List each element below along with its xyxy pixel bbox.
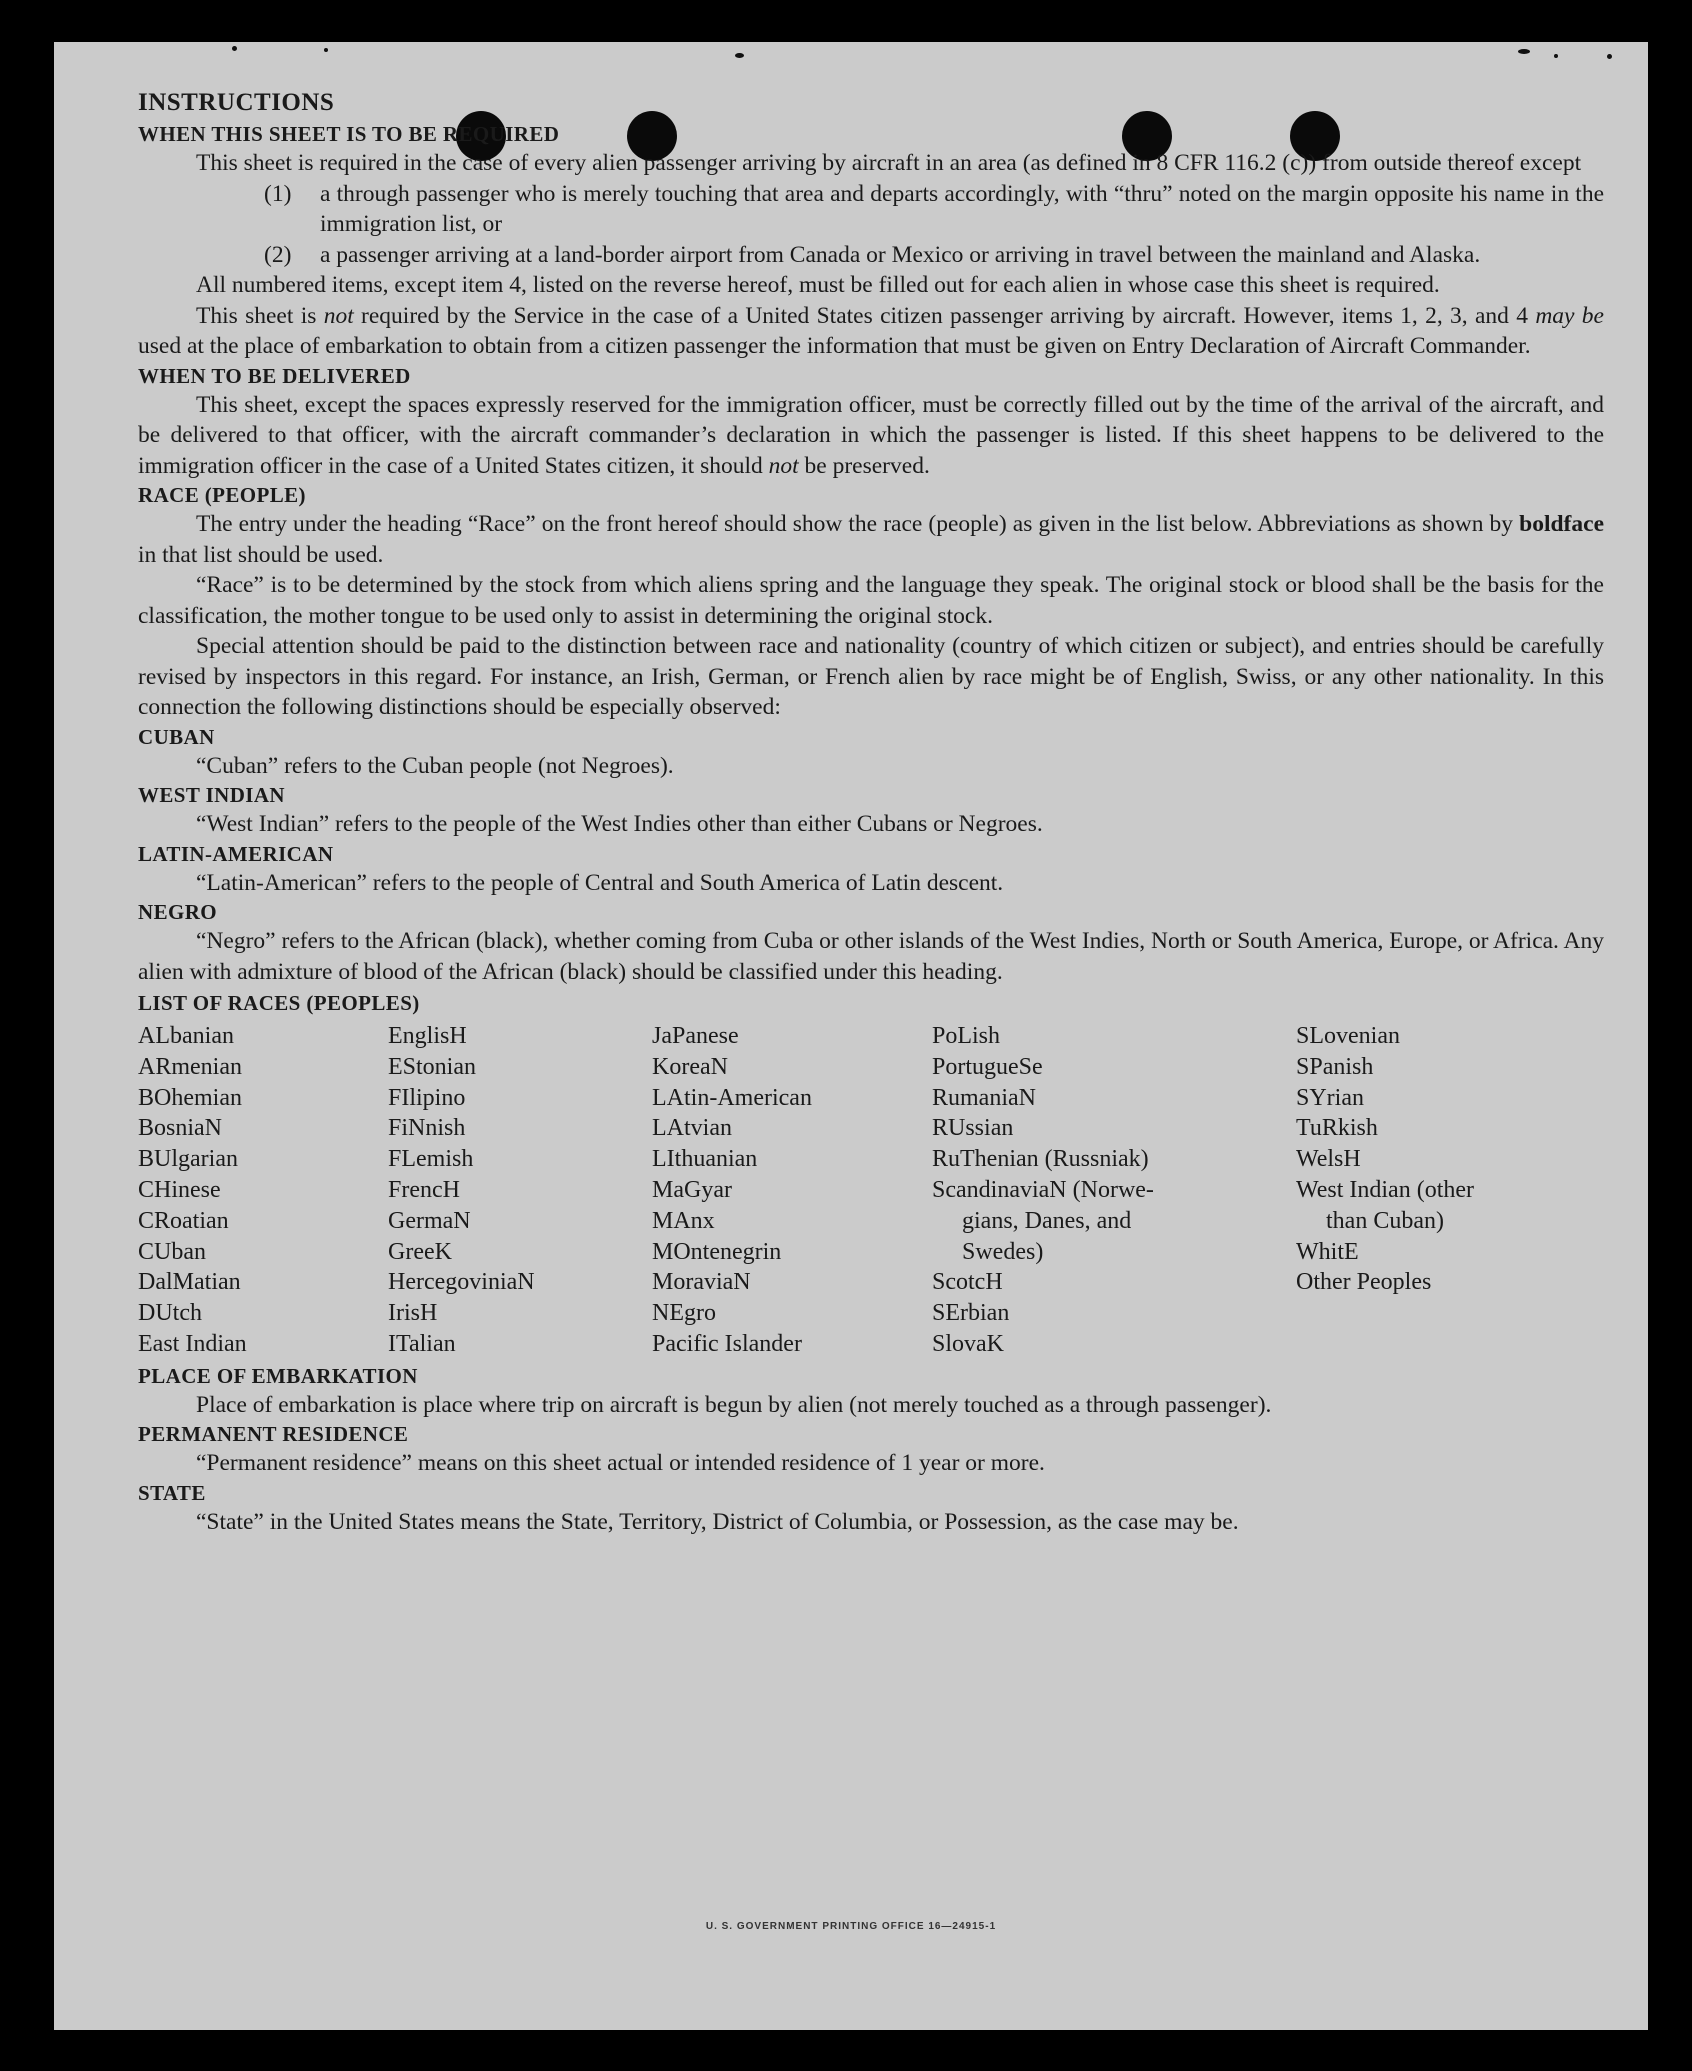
race-entry: PortugueSe	[932, 1053, 1043, 1080]
item-text: a passenger arriving at a land-border airport from Canada or Mexico or arriving in travel between the mainland and Alaska.	[320, 241, 1481, 268]
heading-when-delivered: WHEN TO BE DELIVERED	[138, 363, 411, 388]
heading-place-of-embarkation: PLACE OF EMBARKATION	[138, 1363, 418, 1388]
item-number: (2)	[264, 241, 292, 268]
race-list	[138, 1021, 1604, 1360]
speck	[232, 46, 237, 51]
heading-race: RACE (PEOPLE)	[138, 483, 306, 507]
race-entry: PoLish	[932, 1023, 1001, 1049]
race-entry: CUban	[138, 1238, 206, 1265]
race-entry: MAnx	[652, 1207, 715, 1234]
race-entry: WelsH	[1296, 1146, 1361, 1173]
race-entry: MOntenegrin	[652, 1238, 782, 1265]
heading-cuban: CUBAN	[138, 724, 215, 749]
speck	[1518, 49, 1530, 54]
delivered-paragraph: This sheet, except the spaces expressly reserved for the immigration officer, must be correctly filled out by the time of the arrival of the aircraft, and be delivered to that officer, with the aircraft commander’s declaration in which the passenger is listed. If this sheet happens to be delivered to the immigration officer in the case of a United States citizen, it should not be preserved.	[138, 391, 1604, 479]
race-paragraph: The entry under the heading “Race” on the front hereof should show the race (people) as given in the list below. Abbreviations as shown by boldface in that list should be used.	[138, 511, 1604, 568]
race-entry: WhitE	[1296, 1238, 1359, 1265]
west-indian-text: “West Indian” refers to the people of the West Indies other than either Cubans or Negroes.	[196, 811, 1043, 837]
race-entry: ScandinaviaN (Norwe-	[932, 1176, 1154, 1203]
race-entry: TuRkish	[1296, 1115, 1378, 1142]
race-entry: RuThenian (Russniak)	[932, 1146, 1149, 1173]
race-entry: than Cuban)	[1326, 1207, 1444, 1234]
printer-imprint: U. S. GOVERNMENT PRINTING OFFICE 16—24915-1	[705, 1921, 997, 1932]
negro-text: “Negro” refers to the African (black), whether coming from Cuba or other islands of the West Indies, North or South America, Europe, or Africa. Any alien with admixture of blood of the African (black) should be classified under this heading.	[138, 928, 1604, 985]
exception-item	[138, 179, 1604, 240]
race-column	[932, 1021, 1296, 1360]
race-paragraph: “Race” is to be determined by the stock from which aliens spring and the language they speak. The original stock or blood shall be the basis for the classification, the mother tongue to be used only to assist in determining the original stock.	[138, 572, 1604, 629]
race-entry: NEgro	[652, 1300, 716, 1327]
race-entry: EStonian	[388, 1053, 476, 1080]
race-entry: JaPanese	[652, 1023, 739, 1049]
page-title: INSTRUCTIONS	[138, 89, 335, 116]
state-text: “State” in the United States means the State, Territory, District of Columbia, or Possession, as the case may be.	[196, 1508, 1239, 1535]
race-entry: BUlgarian	[138, 1146, 238, 1173]
race-entry: LIthuanian	[652, 1146, 758, 1173]
required-citizen-paragraph: This sheet is not required by the Service in the case of a United States citizen passenger arriving by aircraft. However, items 1, 2, 3, and 4 may be used at the place of embarkation to obtain from a citizen passenger the information that must be given on Entry Declaration of Aircraft Commander.	[138, 302, 1604, 359]
race-column	[652, 1021, 932, 1360]
race-entry: CRoatian	[138, 1207, 229, 1234]
race-entry: LAtvian	[652, 1115, 732, 1142]
cuban-text: “Cuban” refers to the Cuban people (not Negroes).	[196, 752, 674, 779]
race-column	[388, 1021, 652, 1360]
race-entry: SPanish	[1296, 1053, 1374, 1080]
latin-american-text: “Latin-American” refers to the people of Central and South America of Latin descent.	[196, 869, 1004, 896]
race-column	[1296, 1021, 1474, 1360]
item-text: a through passenger who is merely touching that area and departs accordingly, with “thru” noted on the margin opposite his name in the immigration list, or	[320, 180, 1604, 237]
race-entry: West Indian (other	[1296, 1176, 1475, 1203]
heading-list-of-races: LIST OF RACES (PEOPLES)	[138, 991, 420, 1015]
residence-text: “Permanent residence” means on this sheet actual or intended residence of 1 year or more.	[196, 1450, 1045, 1477]
race-entry: Pacific Islander	[652, 1330, 802, 1357]
instructions-text	[138, 86, 1604, 1537]
race-entry: BOhemian	[138, 1084, 242, 1111]
item-number: (1)	[264, 180, 292, 207]
race-entry: MoraviaN	[652, 1269, 751, 1296]
race-entry: East Indian	[138, 1330, 247, 1357]
heading-west-indian: WEST INDIAN	[138, 783, 285, 807]
race-entry: SLovenian	[1296, 1023, 1400, 1049]
race-entry: GermaN	[388, 1207, 471, 1234]
race-column	[138, 1021, 388, 1360]
race-entry: CHinese	[138, 1176, 221, 1203]
race-entry: FLemish	[388, 1146, 474, 1173]
required-paragraph: All numbered items, except item 4, listed on the reverse hereof, must be filled out for each alien in whose case this sheet is required.	[196, 272, 1440, 298]
race-entry: ALbanian	[138, 1023, 234, 1049]
race-entry: MaGyar	[652, 1176, 732, 1203]
race-entry: gians, Danes, and	[962, 1207, 1132, 1234]
race-entry: BosniaN	[138, 1115, 222, 1142]
race-paragraph: Special attention should be paid to the distinction between race and nationality (country of which citizen or subject), and entries should be carefully revised by inspectors in this regard. For instance, an Irish, German, or French alien by race might be of English, Swiss, or any other nationality. In this connection the following distinctions should be especially observed:	[138, 633, 1604, 720]
race-entry: RUssian	[932, 1115, 1014, 1142]
race-entry: Swedes)	[962, 1238, 1044, 1265]
race-entry: SYrian	[1296, 1084, 1364, 1111]
race-entry: ARmenian	[138, 1053, 242, 1080]
required-intro: This sheet is required in the case of every alien passenger arriving by aircraft in an area (as defined in 8 CFR 116.2 (c)) from outside thereof except	[196, 150, 1582, 176]
heading-permanent-residence: PERMANENT RESIDENCE	[138, 1422, 409, 1447]
heading-when-required: WHEN THIS SHEET IS TO BE REQUIRED	[138, 122, 560, 146]
race-entry: EnglisH	[388, 1023, 467, 1049]
race-entry: IrisH	[388, 1300, 438, 1327]
race-entry: RumaniaN	[932, 1084, 1036, 1111]
race-entry: KoreaN	[652, 1053, 728, 1080]
document-sheet	[54, 42, 1648, 2030]
heading-state: STATE	[138, 1480, 206, 1505]
race-entry: ITalian	[388, 1330, 456, 1357]
heading-negro: NEGRO	[138, 900, 218, 924]
race-entry: Other Peoples	[1296, 1269, 1432, 1296]
race-entry: HercegoviniaN	[388, 1269, 535, 1296]
speck	[324, 48, 328, 52]
embarkation-text: Place of embarkation is place where trip on aircraft is begun by alien (not merely touched as a through passenger).	[196, 1391, 1272, 1418]
race-entry: GreeK	[388, 1238, 452, 1265]
race-entry: DalMatian	[138, 1269, 241, 1296]
race-entry: FrencH	[388, 1176, 460, 1203]
race-entry: DUtch	[138, 1300, 202, 1327]
speck	[1554, 54, 1558, 58]
race-entry: FIlipino	[388, 1084, 466, 1111]
race-entry: FiNnish	[388, 1115, 466, 1142]
race-entry: SlovaK	[932, 1330, 1004, 1357]
race-entry: SErbian	[932, 1300, 1010, 1327]
speck	[735, 53, 744, 58]
race-entry: LAtin-American	[652, 1084, 812, 1111]
race-entry: ScotcH	[932, 1269, 1003, 1296]
heading-latin-american: LATIN-AMERICAN	[138, 841, 334, 866]
speck	[1607, 54, 1612, 59]
exception-item	[138, 240, 1604, 271]
